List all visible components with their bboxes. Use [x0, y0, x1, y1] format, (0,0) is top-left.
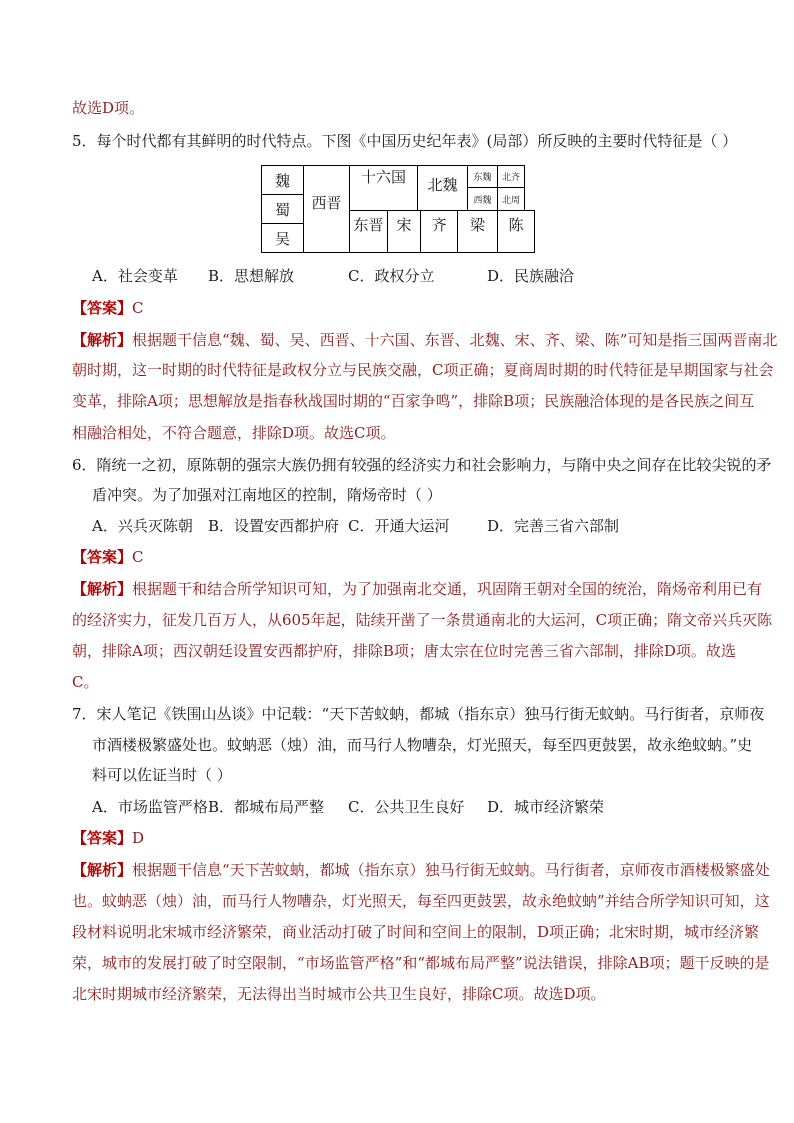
- cell-song: 宋: [396, 215, 412, 234]
- q6-option-c: C．开通大运河: [348, 517, 450, 535]
- q7-option-c: C．公共卫生良好: [348, 798, 465, 816]
- cell-beiqi: 北齐: [501, 173, 520, 183]
- cell-shiliuguo: 十六国: [360, 167, 406, 186]
- cell-dongjin: 东晋: [353, 215, 384, 234]
- q6-analysis-line-3: 朝，排除A项；西汉朝廷设置安西都护府，排除B项；唐太宗在位时完善三省六部制，排除D项。故选: [72, 642, 736, 660]
- q6-stem-line-2: 盾冲突。为了加强对江南地区的控制，隋炀帝时（ ）: [92, 486, 442, 504]
- q5-analysis-line-4: 相融洽相处，不符合题意，排除D项。故选C项。: [72, 424, 396, 442]
- q7-analysis-line-4: 荣，城市的发展打破了时空限制，“市场监管严格”和“都城布局严整”说法错误，排除AB项；题干反映的是: [72, 954, 770, 972]
- q6-option-a: A．兴兵灭陈朝: [92, 517, 193, 535]
- cell-dongwei: 东魏: [473, 173, 492, 183]
- q7-option-d: D．城市经济繁荣: [487, 798, 605, 816]
- answer-tag: 【答案】: [72, 548, 133, 566]
- q5-option-a: A．社会变革: [92, 267, 178, 285]
- q7-stem-line-1: 7．宋人笔记《铁围山丛谈》中记载：“天下苦蚊蚋，都城（指东京）独马行街无蚊蚋。马行街者，京师夜: [72, 705, 765, 723]
- q6-stem-line-1: 6．隋统一之初，原陈朝的强宗大族仍拥有较强的经济实力和社会影响力，与隋中央之间存在比较尖锐的矛: [72, 456, 772, 474]
- q5-analysis-line-3: 变革，排除A项；思想解放是指春秋战国时期的“百家争鸣”，排除B项；民族融洽体现的是各民族之间互: [72, 392, 755, 410]
- analysis-tag: 【解析】: [72, 580, 133, 598]
- previous-answer-conclusion: 故选D项。: [72, 99, 145, 117]
- q5-analysis-line-2: 朝时期，这一时期的时代特征是政权分立与民族交融，C项正确；夏商周时期的时代特征是早期国家与社会: [72, 361, 774, 379]
- cell-xiwei: 西魏: [473, 195, 492, 206]
- q7-analysis-line-1: 【解析】根据题干信息“天下苦蚊蚋，都城（指东京）独马行街无蚊蚋。马行街者，京师夜市酒楼极繁盛处: [72, 861, 770, 879]
- q5-option-b: B．思想解放: [208, 267, 295, 285]
- q6-analysis-line-1: 【解析】根据题干和结合所学知识可知，为了加强南北交通，巩固隋王朝对全国的统治，隋炀帝利用已有: [72, 580, 763, 598]
- answer-value: D: [132, 829, 145, 847]
- analysis-tag: 【解析】: [72, 331, 133, 349]
- cell-chen: 陈: [508, 215, 524, 234]
- answer-tag: 【答案】: [72, 829, 133, 847]
- q7-analysis-line-2: 也。蚊蚋恶（烛）油，而马行人物嘈杂，灯光照天，每至四更鼓罢，故永绝蚊蚋”并结合所学知识可知，这: [72, 892, 770, 910]
- q6-answer: [72, 547, 144, 567]
- cell-wei: 魏: [274, 171, 290, 190]
- q5-analysis-line-1: 【解析】根据题干信息“魏、蜀、吴、西晋、十六国、东晋、北魏、宋、齐、梁、陈”可知是指三国两晋南北: [72, 331, 778, 349]
- q5-answer: [72, 298, 144, 318]
- cell-beiwei: 北魏: [427, 175, 458, 194]
- analysis-tag: 【解析】: [72, 861, 133, 879]
- q7-analysis-line-3: 段材料说明北宋城市经济繁荣，商业活动打破了时间和空间上的限制，D项正确；北宋时期，城市经济繁: [72, 923, 760, 941]
- q6-option-b: B．设置安西都护府: [208, 517, 340, 535]
- cell-beizhou: 北周: [501, 195, 520, 206]
- q6-option-d: D．完善三省六部制: [487, 517, 620, 535]
- q5-stem: 5．每个时代都有其鲜明的时代特点。下图《中国历史纪年表》(局部）所反映的主要时代特征是（ ）: [72, 132, 738, 150]
- q6-analysis-line-4: C。: [72, 673, 99, 691]
- cell-xijin: 西晋: [311, 193, 342, 212]
- q5-option-c: C．政权分立: [348, 267, 435, 285]
- q5-option-d: D．民族融洽: [487, 267, 575, 285]
- cell-shu: 蜀: [274, 200, 290, 219]
- q6-analysis-line-2: 的经济实力，征发几百万人，从605年起，陆续开凿了一条贯通南北的大运河，C项正确；隋文帝兴兵灭陈: [72, 611, 773, 629]
- answer-tag: 【答案】: [72, 299, 133, 317]
- chronology-table: [261, 165, 535, 256]
- q7-analysis-line-5: 北宋时期城市经济繁荣，无法得出当时城市公共卫生良好，排除C项。故选D项。: [72, 985, 606, 1003]
- cell-liang: 梁: [469, 215, 485, 234]
- q7-option-b: B．都城布局严整: [208, 798, 325, 816]
- q7-stem-line-2: 市酒楼极繁盛处也。蚊蚋恶（烛）油，而马行人物嘈杂，灯光照天，每至四更鼓罢，故永绝蚊蚋。”史: [92, 736, 753, 754]
- cell-qi: 齐: [431, 215, 447, 234]
- answer-value: C: [132, 548, 144, 566]
- q7-answer: [72, 828, 144, 848]
- q7-option-a: A．市场监管严格: [92, 798, 208, 816]
- answer-value: C: [132, 299, 144, 317]
- cell-wu: 吴: [274, 229, 290, 248]
- q7-stem-line-3: 料可以佐证当时（ ）: [92, 766, 232, 784]
